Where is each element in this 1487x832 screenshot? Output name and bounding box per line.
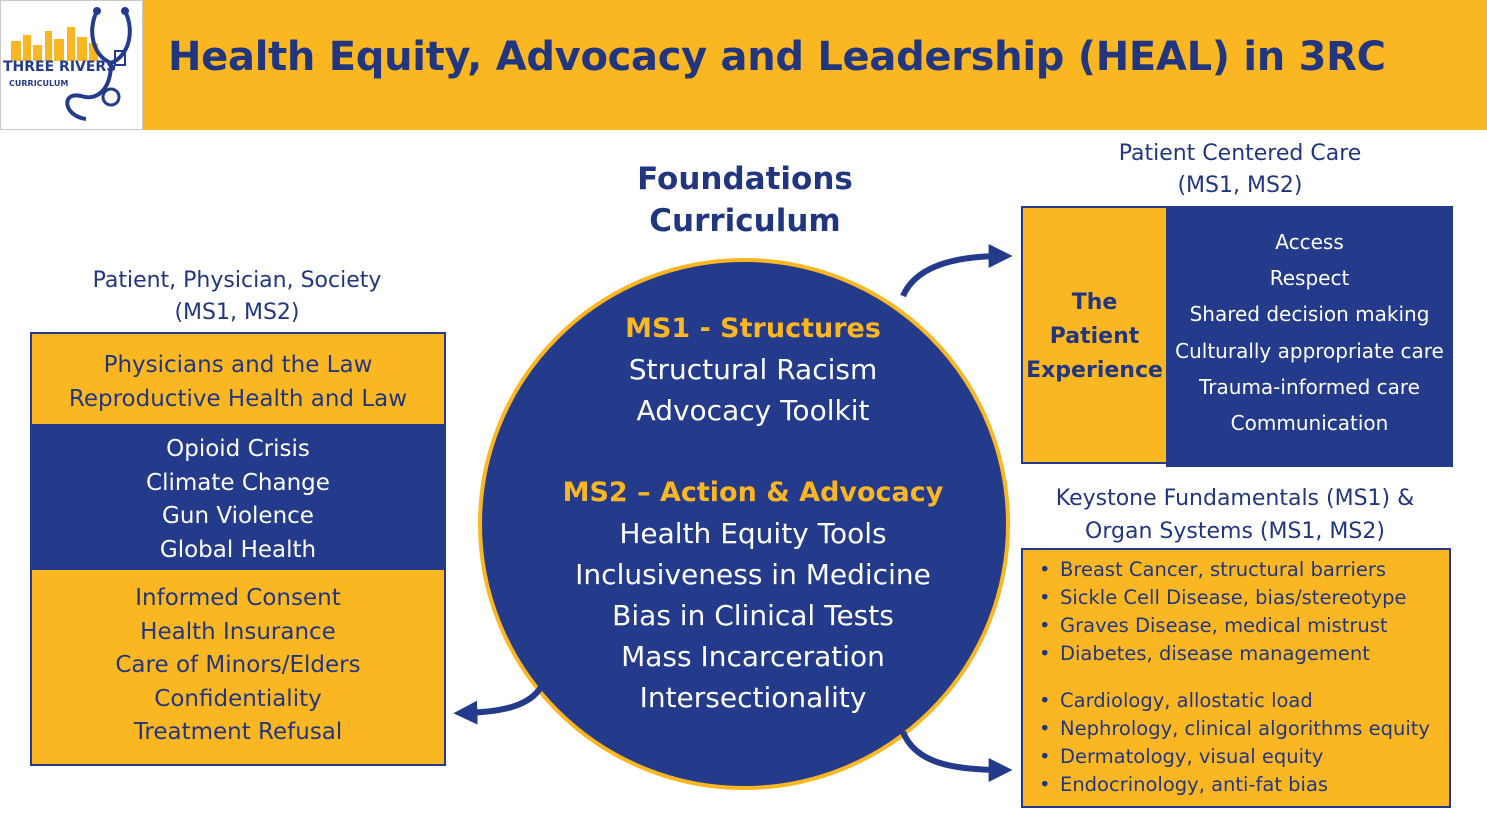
society-item: Climate Change xyxy=(146,469,330,496)
arrow-to-left-box xyxy=(463,687,541,713)
ethics-item: Informed Consent xyxy=(135,585,341,611)
organ-system-item: • Dermatology, visual equity xyxy=(1033,743,1449,771)
ethics-item: Care of Minors/Elders xyxy=(115,652,361,678)
foundations-title-line2: Curriculum xyxy=(649,203,841,239)
society-item: Global Health xyxy=(159,536,317,563)
left-heading-line1: Patient, Physician, Society xyxy=(92,268,382,293)
ethics-item: Treatment Refusal xyxy=(133,719,343,745)
ms1-item: Structural Racism xyxy=(628,353,878,386)
logo-subtext: CURRICULUM xyxy=(9,79,69,88)
keystone-item: • Breast Cancer, structural barriers xyxy=(1033,556,1449,584)
left-heading-line2: (MS1, MS2) xyxy=(174,300,300,325)
patient-care-item: Trauma-informed care xyxy=(1199,374,1420,399)
keystone-list xyxy=(1033,556,1449,668)
page-title: Health Equity, Advocacy and Leadership (HEAL) in 3RC xyxy=(168,34,1386,80)
right-bottom-heading-line2: Organ Systems (MS1, MS2) xyxy=(1085,519,1385,544)
ms2-heading: MS2 – Action & Advocacy xyxy=(562,477,944,508)
patient-care-item: Access xyxy=(1275,230,1344,254)
right-top-heading-line1: Patient Centered Care xyxy=(1118,141,1362,166)
keystone-item: • Graves Disease, medical mistrust xyxy=(1033,612,1449,640)
patient-care-item: Communication xyxy=(1230,411,1389,436)
logo-text: THREE RIVERS xyxy=(3,59,117,75)
arrow-to-keystone xyxy=(903,732,1003,770)
patient-care-item: Culturally appropriate care xyxy=(1175,338,1444,363)
right-bottom-heading xyxy=(1030,482,1440,548)
right-top-heading-line2: (MS1, MS2) xyxy=(1177,173,1303,198)
keystone-item: • Sickle Cell Disease, bias/stereotype xyxy=(1033,584,1449,612)
right-top-heading xyxy=(1040,138,1440,202)
ms2-item: Inclusiveness in Medicine xyxy=(575,558,931,591)
organ-system-item: • Nephrology, clinical algorithms equity xyxy=(1033,715,1449,743)
ms2-item: Bias in Clinical Tests xyxy=(612,599,894,632)
society-item: Opioid Crisis xyxy=(166,436,310,462)
law-item: Physicians and the Law xyxy=(103,352,373,378)
organ-system-item: • Endocrinology, anti-fat bias xyxy=(1033,771,1449,799)
label-line: Patient xyxy=(1049,324,1140,349)
patient-care-item: Shared decision making xyxy=(1189,302,1430,327)
arrow-to-patient-care xyxy=(903,256,1003,296)
foundations-title-line1: Foundations xyxy=(637,161,853,197)
ms2-item: Health Equity Tools xyxy=(619,517,887,550)
keystone-item: • Diabetes, disease management xyxy=(1033,640,1449,668)
right-bottom-heading-line1: Keystone Fundamentals (MS1) & xyxy=(1055,486,1415,511)
label-line: Experience xyxy=(1026,358,1163,383)
ethics-item: Health Insurance xyxy=(140,618,336,645)
organ-systems-list xyxy=(1033,687,1449,799)
label-line: The xyxy=(1071,290,1118,315)
ms1-item: Advocacy Toolkit xyxy=(636,394,870,427)
law-item: Reproductive Health and Law xyxy=(68,386,408,412)
keystone-box xyxy=(1021,548,1451,808)
patient-care-item: Respect xyxy=(1269,266,1350,291)
ms2-item: Intersectionality xyxy=(639,681,867,714)
society-item: Gun Violence xyxy=(162,503,314,529)
patient-experience-label-box xyxy=(1021,206,1168,464)
organ-system-item: • Cardiology, allostatic load xyxy=(1033,687,1449,715)
ethics-item: Confidentiality xyxy=(154,685,322,712)
patient-experience-label xyxy=(1023,286,1166,388)
ms1-heading: MS1 - Structures xyxy=(625,313,881,344)
ms2-item: Mass Incarceration xyxy=(621,640,885,673)
patient-care-list xyxy=(1166,206,1453,467)
